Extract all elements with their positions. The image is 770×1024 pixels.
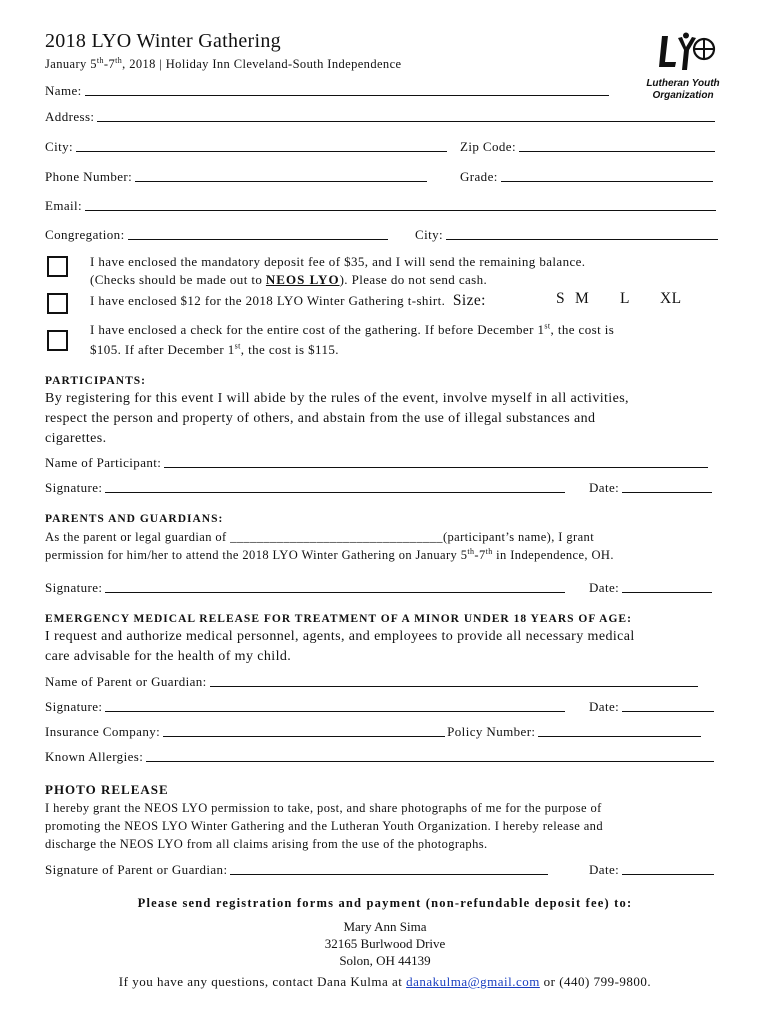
- size-label: Size:: [452, 292, 486, 309]
- guardian-name-label: Name of Parent or Guardian:: [45, 674, 207, 689]
- participants-text: By registering for this event I will abide by the rules of the event, involve myself in all activities, respect the person and property of others, and abstain from the use of illegal substances and cigarettes.: [45, 391, 629, 446]
- lyo-logo-icon: [656, 32, 716, 76]
- participant-date-field[interactable]: [589, 480, 712, 496]
- size-xl[interactable]: XL: [660, 290, 682, 307]
- size-m[interactable]: M: [575, 290, 590, 307]
- participant-name-field[interactable]: [45, 455, 708, 471]
- photo-release-heading: PHOTO RELEASE: [45, 782, 169, 797]
- deposit-option-text: I have enclosed the mandatory deposit fee of $35, and I will send the remaining balance. (Checks should be made out to NEOS LYO). Please do not send cash.: [90, 254, 586, 287]
- event-subtitle: January 5th-7th, 2018 | Holiday Inn Cleveland-South Independence: [45, 55, 402, 71]
- grade-field[interactable]: [460, 169, 713, 185]
- medical-heading: EMERGENCY MEDICAL RELEASE FOR TREATMENT OF A MINOR UNDER 18 YEARS OF AGE:: [45, 613, 632, 625]
- medical-date-label: Date:: [589, 699, 620, 714]
- contact-line: If you have any questions, contact Dana Kulma at danakulma@gmail.com or (440) 799-9800.: [118, 974, 652, 989]
- insurance-company-label: Insurance Company:: [45, 724, 161, 739]
- city-field[interactable]: [45, 139, 447, 155]
- size-s[interactable]: S: [556, 290, 566, 307]
- tshirt-option-text: I have enclosed $12 for the 2018 LYO Winter Gathering t-shirt. Size:: [90, 292, 486, 309]
- full-payment-option-text: I have enclosed a check for the entire cost of the gathering. If before December 1st, the cost is $105. If after December 1st, the cost is $115.: [90, 321, 615, 357]
- address-city: Solon, OH 44139: [339, 953, 431, 968]
- tshirt-checkbox[interactable]: [47, 293, 68, 314]
- parent-date-label: Date:: [589, 580, 620, 595]
- address-field[interactable]: [45, 109, 715, 125]
- congregation-city-label: City:: [415, 227, 444, 242]
- insurance-company-field[interactable]: [45, 724, 701, 740]
- photo-guardian-signature-field[interactable]: [45, 862, 548, 878]
- medical-date-field[interactable]: [589, 699, 714, 715]
- name-field[interactable]: [45, 83, 609, 99]
- zip-code-field[interactable]: [460, 139, 715, 155]
- address-name: Mary Ann Sima: [343, 919, 427, 934]
- mailing-address: [0, 918, 770, 969]
- known-allergies-label: Known Allergies:: [45, 749, 144, 764]
- parents-heading: PARENTS AND GUARDIANS:: [45, 513, 224, 525]
- city-label: City:: [45, 139, 74, 154]
- medical-text: I request and authorize medical personnel, agents, and employees to provide all necessary medical care advisable for the health of my child.: [45, 629, 635, 664]
- phone-number-label: Phone Number:: [45, 169, 133, 184]
- name-label: Name:: [45, 83, 82, 98]
- photo-date-field[interactable]: [589, 862, 714, 878]
- photo-date-label: Date:: [589, 862, 620, 877]
- email-label: Email:: [45, 198, 83, 213]
- email-field[interactable]: [45, 198, 716, 214]
- medical-signature-field[interactable]: [45, 699, 565, 715]
- guardian-name-field[interactable]: [45, 674, 698, 690]
- participant-signature-label: Signature:: [45, 480, 103, 495]
- known-allergies-field[interactable]: [45, 749, 714, 765]
- participant-signature-field[interactable]: [45, 480, 565, 496]
- logo-text-line2: Organization: [652, 90, 714, 101]
- address-label: Address:: [45, 109, 95, 124]
- phone-number-field[interactable]: [45, 169, 427, 185]
- congregation-field[interactable]: [45, 227, 388, 243]
- policy-number-label: Policy Number:: [447, 724, 536, 739]
- contact-email-link[interactable]: danakulma@gmail.com: [406, 974, 540, 989]
- parent-signature-field[interactable]: [45, 580, 565, 596]
- parent-date-field[interactable]: [589, 580, 712, 596]
- payee-name: NEOS LYO: [265, 272, 340, 287]
- congregation-label: Congregation:: [45, 227, 125, 242]
- size-l[interactable]: L: [620, 290, 630, 307]
- participant-name-label: Name of Participant:: [45, 455, 162, 470]
- medical-signature-label: Signature:: [45, 699, 103, 714]
- lyo-logo: [636, 32, 730, 104]
- full-payment-checkbox[interactable]: [47, 330, 68, 351]
- zip-code-label: Zip Code:: [460, 139, 516, 154]
- photo-release-text: I hereby grant the NEOS LYO permission to take, post, and share photographs of me for the purpose of promoting the NEOS LYO Winter Gathering and the Lutheran Youth Organization. I hereby release and discharge the NEOS LYO from all claims arising from the use of the photographs.: [45, 801, 603, 851]
- parents-text: As the parent or legal guardian of ________________________________(participant’s name), I grant permission for him/her to attend the 2018 LYO Winter Gathering on January 5th-7th in Independence, OH.: [45, 530, 614, 562]
- photo-guardian-signature-label: Signature of Parent or Guardian:: [45, 862, 228, 877]
- participants-heading: PARTICIPANTS:: [45, 375, 146, 387]
- parent-signature-label: Signature:: [45, 580, 103, 595]
- congregation-city-field[interactable]: [415, 227, 718, 243]
- logo-text-line1: Lutheran Youth: [646, 78, 720, 89]
- deposit-checkbox[interactable]: [47, 256, 68, 277]
- address-street: 32165 Burlwood Drive: [324, 936, 446, 951]
- page-title: 2018 LYO Winter Gathering: [45, 30, 281, 52]
- send-to-instructions: Please send registration forms and payment (non-refundable deposit fee) to:: [137, 896, 633, 910]
- participant-date-label: Date:: [589, 480, 620, 495]
- grade-label: Grade:: [460, 169, 498, 184]
